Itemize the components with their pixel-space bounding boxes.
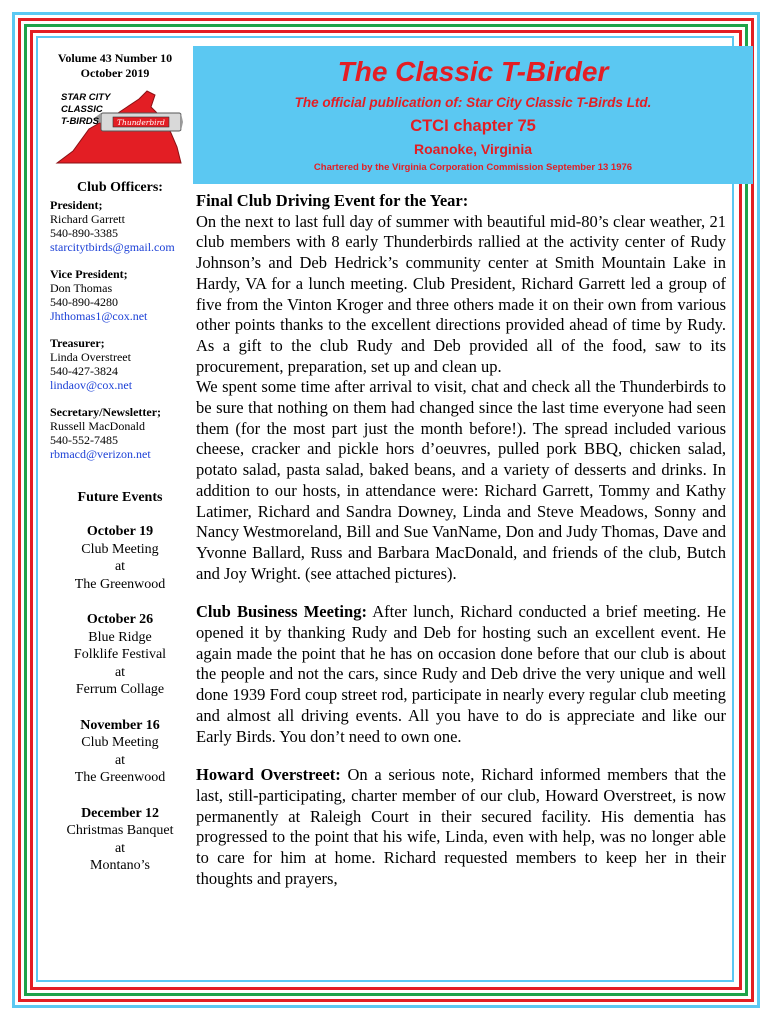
event-line: Blue Ridge [88,629,152,645]
officer-email-link[interactable]: rbmacd@verizon.net [50,447,151,461]
event-date: October 26 [86,612,154,627]
officer-role: President; [50,198,103,212]
article-text: After lunch, Richard conducted a brief meeting. He opened it by thanking Rudy and Deb for hosting such an excellent event. He again made the point that he has on occasion done before that our club is about the people and not the cars, since Rudy and Deb drive the very unique and well done 1939 Ford coup street rod, participate in nearly every regular club meeting and almost all driving events. All you have to do is appreciate and like our Early Birds. You don’t need to own one. [196,602,726,746]
officer-email-link[interactable]: Jhthomas1@cox.net [50,309,148,323]
officer-name: Russell MacDonald [50,419,145,433]
event-line: at [114,664,126,680]
sidebar [50,180,190,875]
officer-name: Richard Garrett [50,212,125,226]
officer-email-link[interactable]: starcitytbirds@gmail.com [50,240,175,254]
event-line: at [114,840,126,856]
event-date: December 12 [81,805,159,821]
event-item [50,805,190,875]
officer-vice-president [50,267,190,323]
event-item [50,717,190,787]
event-line: Christmas Banquet [66,823,174,838]
officer-president [50,198,190,254]
events-heading: Future Events [77,490,163,505]
main-article [196,191,726,890]
section-heading-driving-event: Final Club Driving Event for the Year: [196,191,469,210]
location-label: Roanoke, Virginia [414,141,532,157]
event-line: at [114,559,126,574]
chapter-label: CTCI chapter 75 [410,117,536,135]
officer-role: Secretary/Newsletter; [50,405,162,419]
officer-role: Vice President; [50,267,128,281]
article-paragraph-business [196,602,726,747]
section-heading-howard-overstreet: Howard Overstreet: [196,765,341,785]
event-line: Club Meeting [81,541,159,557]
issue-info [40,51,190,81]
event-line: Folklife Festival [73,647,167,662]
charter-note: Chartered by the Virginia Corporation Commission September 13 1976 [313,162,633,173]
officer-treasurer [50,336,190,392]
event-line: The Greenwood [74,576,166,592]
event-line: The Greenwood [74,770,166,785]
event-item [50,611,190,699]
officer-secretary [50,405,190,461]
article-paragraph: We spent some time after arrival to visit, chat and check all the Thunderbirds to be sure that nothing on them had changed since the last time everyone had seen them (for the most part just the month before!). The spread included various cheese, cracker and pickle hors d’oeuvres, pulled pork BBQ, chicken salad, potato salad, pasta salad, baked beans, and a variety of desserts and drinks. In addition to our hosts, in attendance were: Richard Garrett, Tommy and Kathy Latimer, Richard and Sandra Downey, Linda and Steve Meadows, Sonny and Nancy Westmoreland, Bill and Sue VanName, Don and Judy Thomas, Dave and Yvonne Ballard, Russ and Barbara MacDonald, and friends of the club, Butch and Joy Wright. (see attached pictures). [196,377,726,583]
article-paragraph-overstreet [196,765,726,889]
club-logo [55,85,185,170]
logo-text-line2: CLASSIC [61,104,103,115]
logo-text-line3: T-BIRDS [61,116,99,127]
issue-date: October 2019 [80,66,150,80]
event-date: November 16 [80,717,160,733]
article-text: On a serious note, Richard informed members that the last, still-participating, charter member of our club, Howard Overstreet, is now permanently at Raleigh Court in their secured facility. His dementia has progressed to the point that his wife, Linda, even with help, was no longer able to care for him at home. Richard requested members to keep her in their thoughts and prayers, [196,765,726,888]
officer-name: Don Thomas [50,281,113,295]
article-paragraph: On the next to last full day of summer with beautiful mid-80’s clear weather, 21 club members with 8 early Thunderbirds rallied at the activity center of Rudy Johnson’s and Deb Hedrick’s community center at Smith Mountain Lake in Hardy, VA for a lunch meeting. Club President, Richard Garrett led a group of five from the Vinton Kroger and three others made it on their own from various other points thanks to the excellent directions provided ahead of time by Rudy. As a gift to the club Rudy and Deb provided all of the food, saw to its procurement, preparation, set up and clean up. [196,211,726,376]
event-date: October 19 [86,524,154,539]
publication-subtitle: The official publication of: Star City Classic T-Birds Ltd. [294,95,652,110]
officer-phone: 540-552-7485 [50,433,118,447]
officer-phone: 540-427-3824 [50,364,118,378]
logo-text-line1: STAR CITY [61,92,111,103]
officer-phone: 540-890-3385 [50,226,118,240]
event-line: Montano’s [90,858,150,873]
section-heading-business-meeting: Club Business Meeting: [196,602,367,622]
officer-email-link[interactable]: lindaov@cox.net [50,378,133,392]
newsletter-title: The Classic T-Birder [337,56,609,87]
masthead-banner [193,46,753,184]
logo-badge-text: Thunderbird [117,118,165,127]
officer-name: Linda Overstreet [50,350,131,364]
officer-phone: 540-890-4280 [50,295,118,309]
event-line: Ferrum Collage [75,682,165,697]
event-item [50,523,190,593]
event-line: at [114,752,126,768]
event-line: Club Meeting [81,735,159,750]
officer-role: Treasurer; [50,336,105,350]
issue-volume: Volume 43 Number 10 [57,51,173,65]
officers-heading: Club Officers: [77,180,163,195]
virginia-map-logo [55,85,185,170]
